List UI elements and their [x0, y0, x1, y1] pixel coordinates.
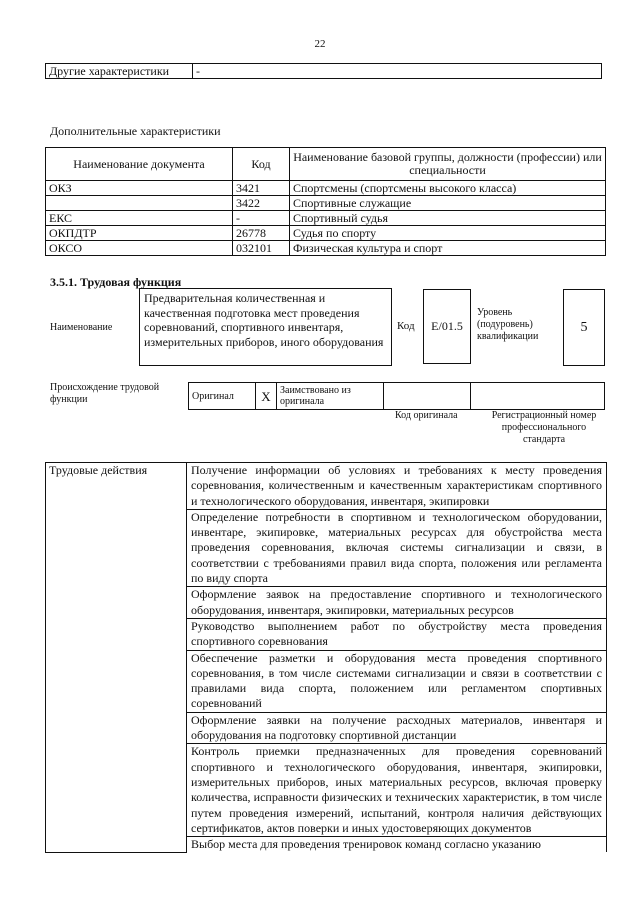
page-number: 22: [314, 38, 326, 50]
reg-number-label: Регистрационный номер профессионального стандарта: [491, 410, 597, 445]
group-cell: Физическая культура и спорт: [290, 241, 606, 256]
group-cell: Спортивный судья: [290, 211, 606, 226]
additional-characteristics-table: [45, 147, 606, 256]
code-cell: 26778: [233, 226, 290, 241]
section-title: 3.5.1. Трудовая функция: [50, 275, 182, 289]
header-doc-name: Наименование документа: [46, 148, 233, 181]
code-cell: 3422: [233, 196, 290, 211]
function-code-label: Код: [397, 320, 415, 332]
list-item: Контроль приемки предназначенных для проведения соревнований спортивного и технологического оборудования, инвентаря, экипировки, измерительных приборов, иных материальных ресурсов, включая проверку количества, исправности физических и технических характеристик, в том числе путем проведения измерений, испытаний, контроля наличия действующих сертификатов, актов поверки и иных удостоверяющих документов: [187, 744, 607, 837]
origin-table: [188, 382, 605, 410]
other-characteristics-table: [45, 63, 602, 79]
origin-code-cell: [384, 383, 471, 410]
header-group-name: Наименование базовой группы, должности (профессии) или специальности: [290, 148, 606, 181]
group-cell: Судья по спорту: [290, 226, 606, 241]
origin-borrowed: Заимствовано из оригинала: [277, 383, 384, 410]
doc-cell: ОКЗ: [46, 181, 233, 196]
other-characteristics-label: Другие характеристики: [46, 64, 193, 79]
list-item: Получение информации об условиях и требованиях к месту проведения соревнования, количественным и качественным характеристикам спортивного и технологического оборудования, инвентаря, экипировки: [187, 463, 607, 510]
list-item: Руководство выполнением работ по обустройству места проведения спортивного соревнования: [187, 618, 607, 650]
code-cell: 3421: [233, 181, 290, 196]
function-code-value: E/01.5: [423, 289, 471, 364]
group-cell: Спортсмены (спортсмены высокого класса): [290, 181, 606, 196]
labor-actions-table: [45, 462, 607, 853]
list-item: Выбор места для проведения тренировок команд согласно указанию: [187, 837, 607, 853]
other-characteristics-value: -: [193, 64, 602, 79]
header-code: Код: [233, 148, 290, 181]
list-item: Оформление заявок на предоставление спортивного и технологического оборудования, инвентаря, экипировки, материальных ресурсов: [187, 587, 607, 619]
doc-cell: [46, 196, 233, 211]
origin-reg-cell: [471, 383, 605, 410]
doc-cell: ОКПДТР: [46, 226, 233, 241]
code-original-label: Код оригинала: [395, 410, 458, 421]
function-name-value: Предварительная количественная и качественная подготовка мест проведения соревнований, спортивного инвентаря, измерительных приборов, иного оборудования: [139, 288, 392, 366]
qualification-level-value: 5: [563, 289, 605, 366]
function-name-label: Наименование: [50, 322, 113, 333]
labor-actions-label: Трудовые действия: [46, 463, 187, 853]
doc-cell: ОКСО: [46, 241, 233, 256]
origin-mark: X: [256, 383, 277, 410]
table-row: [46, 181, 606, 196]
additional-characteristics-title: Дополнительные характеристики: [50, 124, 221, 138]
table-row: [46, 241, 606, 256]
qualification-level-label: Уровень (подуровень) квалификации: [477, 307, 539, 342]
doc-cell: ЕКС: [46, 211, 233, 226]
list-item: Оформление заявки на получение расходных материалов, инвентаря и оборудования на подготовку спортивной дистанции: [187, 712, 607, 744]
table-row: [46, 196, 606, 211]
code-cell: 032101: [233, 241, 290, 256]
table-row: [46, 211, 606, 226]
list-item: Определение потребности в спортивном и технологическом оборудовании, инвентаре, экипировке, материальных ресурсах для обустройства места проведения соревнования, включая системы сигнализации и связи, в соответствии с требованиями правил вида спорта, положения или регламента по виду спорта: [187, 509, 607, 586]
group-cell: Спортивные служащие: [290, 196, 606, 211]
table-row: [46, 226, 606, 241]
code-cell: -: [233, 211, 290, 226]
origin-label: Происхождение трудовой функции: [50, 382, 160, 405]
list-item: Обеспечение разметки и оборудования места проведения спортивного соревнования, в том числе системами сигнализации и связи в соответствии с правилами вида спорта, положением или регламентом спортивных соревнований: [187, 650, 607, 712]
origin-original: Оригинал: [189, 383, 256, 410]
